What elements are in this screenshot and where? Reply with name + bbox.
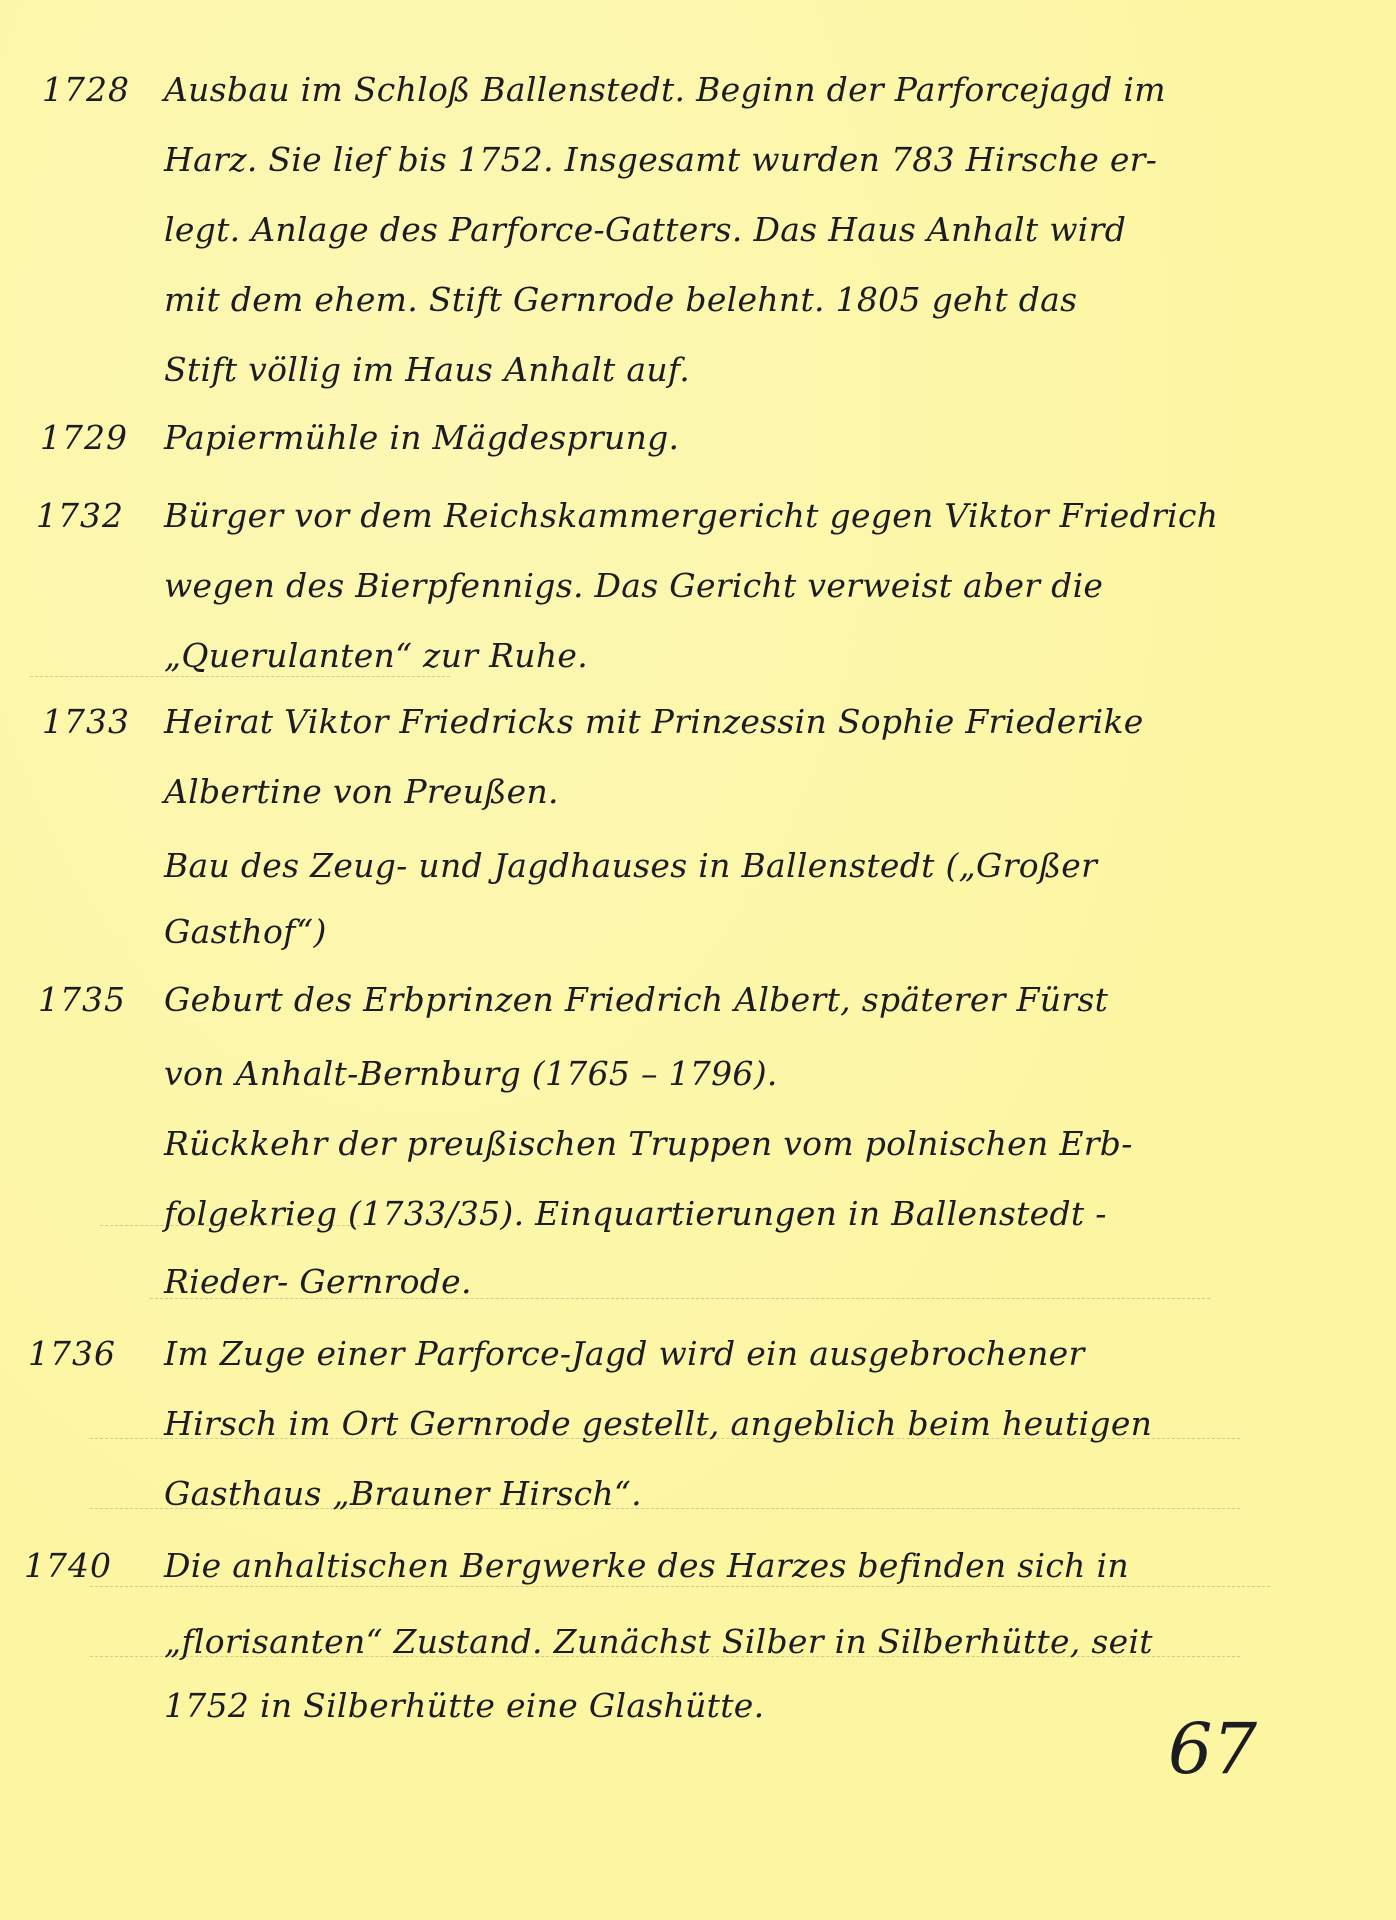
entry-year: 1732 [36, 496, 124, 535]
entry-text-line: Geburt des Erbprinzen Friedrich Albert, späterer Fürst [164, 980, 1109, 1019]
entry-year: 1733 [42, 702, 130, 741]
entry-text-line: legt. Anlage des Parforce-Gatters. Das Haus Anhalt wird [164, 210, 1127, 249]
entry-text-line: Rieder- Gernrode. [164, 1262, 472, 1301]
entry-year: 1729 [40, 418, 128, 457]
entry-text-line: Stift völlig im Haus Anhalt auf. [164, 350, 691, 389]
entry-text-line: Rückkehr der preußischen Truppen vom polnischen Erb- [164, 1124, 1133, 1163]
ruled-line [30, 676, 450, 677]
entry-text-line: wegen des Bierpfennigs. Das Gericht verweist aber die [164, 566, 1104, 605]
entry-text-line: Bau des Zeug- und Jagdhauses in Ballenstedt („Großer [164, 846, 1098, 885]
entry-text-line: Bürger vor dem Reichskammergericht gegen Viktor Friedrich [164, 496, 1219, 535]
entry-text-line: von Anhalt-Bernburg (1765 – 1796). [164, 1054, 778, 1093]
entry-text-line: Im Zuge einer Parforce-Jagd wird ein ausgebrochener [164, 1334, 1085, 1373]
entry-text-line: Gasthof“) [164, 912, 327, 951]
entry-text-line: Die anhaltischen Bergwerke des Harzes befinden sich in [164, 1546, 1129, 1585]
entry-year: 1735 [38, 980, 126, 1019]
entry-text-line: Gasthaus „Brauner Hirsch“. [164, 1474, 642, 1513]
entry-year: 1736 [28, 1334, 116, 1373]
entry-year: 1728 [42, 70, 130, 109]
entry-text-line: Harz. Sie lief bis 1752. Insgesamt wurden 783 Hirsche er- [164, 140, 1158, 179]
page-number: 67 [1168, 1708, 1258, 1790]
entry-text-line: Hirsch im Ort Gernrode gestellt, angeblich beim heutigen [164, 1404, 1153, 1443]
entry-text-line: 1752 in Silberhütte eine Glashütte. [164, 1686, 765, 1725]
entry-text-line: Papiermühle in Mägdesprung. [164, 418, 680, 457]
entry-text-line: „florisanten“ Zustand. Zunächst Silber in Silberhütte, seit [164, 1622, 1153, 1661]
entry-text-line: Ausbau im Schloß Ballenstedt. Beginn der Parforcejagd im [164, 70, 1166, 109]
entry-text-line: Heirat Viktor Friedricks mit Prinzessin Sophie Friederike [164, 702, 1144, 741]
entry-text-line: folgekrieg (1733/35). Einquartierungen in Ballenstedt - [164, 1194, 1107, 1233]
entry-text-line: „Querulanten“ zur Ruhe. [164, 636, 589, 675]
ruled-line [90, 1586, 1270, 1587]
entry-text-line: mit dem ehem. Stift Gernrode belehnt. 1805 geht das [164, 280, 1078, 319]
entry-text-line: Albertine von Preußen. [164, 772, 559, 811]
entry-year: 1740 [24, 1546, 112, 1585]
